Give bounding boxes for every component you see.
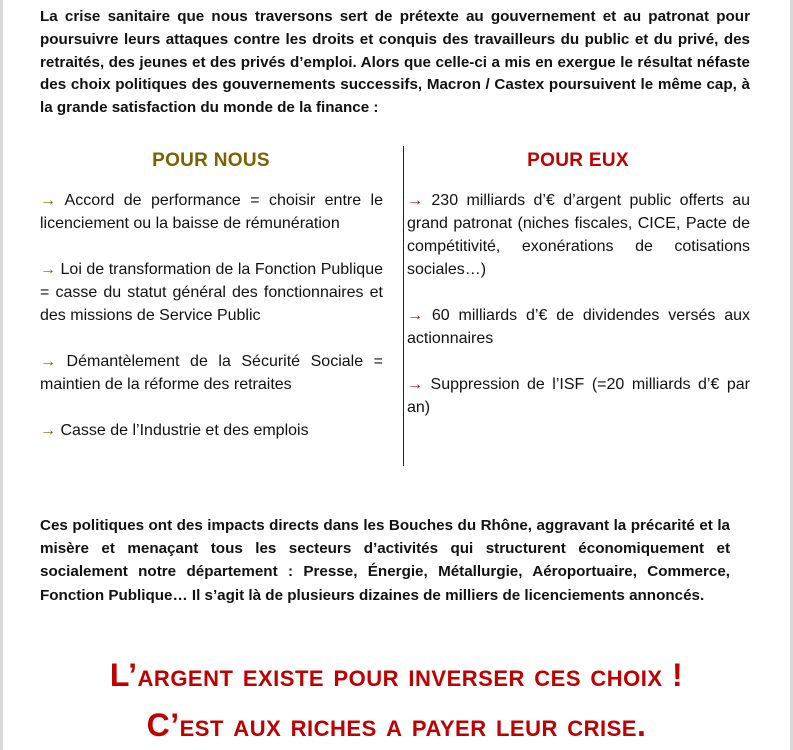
pour-eux-item [407,373,750,419]
pour-eux-item-text: 60 milliards d’€ de dividendes versés aux actionnaires [407,307,750,347]
pour-eux-item [407,304,750,350]
pour-nous-item-text: Casse de l’Industrie et des emplois [60,422,309,439]
pour-eux-item-text: 230 milliards d’€ d’argent public offerts au grand patronat (niches fiscales, CICE, Pacte de compétitivité, exonérations de cotisations sociales…) [407,192,750,278]
heading-pour-nous: POUR NOUS [152,150,270,171]
arrow-right-icon: → [407,307,423,324]
arrow-right-icon: → [40,192,56,209]
pour-nous-item-text: Loi de transformation de la Fonction Publique = casse du statut général des fonctionnaires et des missions de Service Public [40,261,383,324]
pour-nous-item [40,189,383,235]
slogan-line-1: L’argent existe pour inverser ces choix ! [109,657,684,693]
outro-paragraph: Ces politiques ont des impacts directs dans les Bouches du Rhône, aggravant la précarité et la misère et menaçant tous les secteurs d’activités qui structurent économiquement et socialement notre département : Presse, Énergie, Métallurgie, Aéroportuaire, Commerce, Fonction Publique… Il s’agit là de plusieurs dizaines de milliers de licenciements annoncés. [40,517,730,604]
heading-pour-eux: POUR EUX [527,150,629,171]
arrow-right-icon: → [40,353,56,370]
arrow-right-icon: → [407,192,423,209]
pour-nous-item-text: Accord de performance = choisir entre le licenciement ou la baisse de rémunération [40,192,383,232]
arrow-right-icon: → [40,422,56,439]
page-edge-left [0,0,3,750]
pour-nous-item [40,419,383,442]
arrow-right-icon: → [407,376,423,393]
pour-eux-item-text: Suppression de l’ISF (=20 milliards d’€ par an) [407,376,751,416]
arrow-right-icon: → [40,261,56,278]
pour-nous-column [40,189,383,465]
pour-nous-item [40,350,383,396]
pour-nous-item-text: Démantèlement de la Sécurité Sociale = maintien de la réforme des retraites [40,353,383,393]
pour-nous-item [40,258,383,327]
pour-eux-item [407,189,750,281]
column-divider [403,146,404,466]
slogan-line-2: C’est aux riches a payer leur crise. [146,707,647,743]
pour-eux-column [407,189,750,442]
intro-paragraph: La crise sanitaire que nous traversons sert de prétexte au gouvernement et au patronat pour poursuivre leurs attaques contre les droits et conquis des travailleurs du public et du privé, des retraités, des jeunes et des privés d’emploi. Alors que celle-ci a mis en exergue le résultat néfaste des choix politiques des gouvernements successifs, Macron / Castex poursuivent le même cap, à la grande satisfaction du monde de la finance : [40,8,750,117]
